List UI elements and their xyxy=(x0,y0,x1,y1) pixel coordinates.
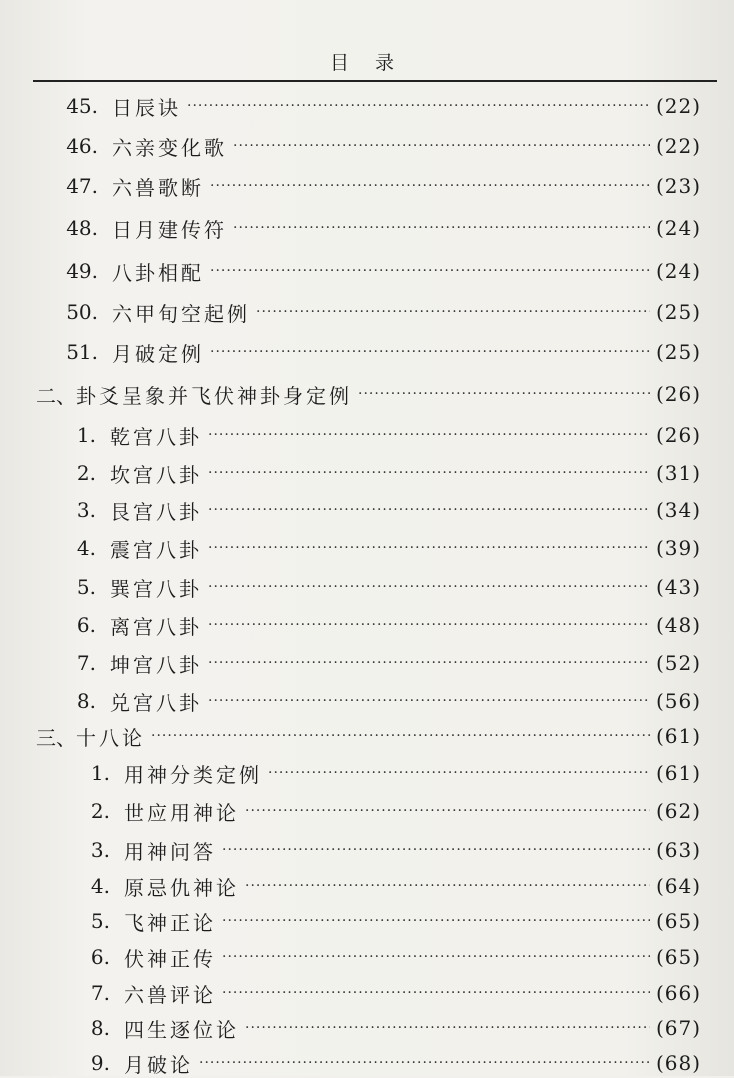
entry-number: 8. xyxy=(90,1016,110,1040)
entry-number: 47. xyxy=(66,174,98,198)
entry-number: 4. xyxy=(90,874,110,898)
entry-number: 5. xyxy=(90,909,110,933)
entry-number: 7. xyxy=(90,981,110,1005)
toc-entry xyxy=(0,256,734,286)
entry-title: 卦爻呈象并飞伏神卦身定例 xyxy=(76,383,352,408)
dot-leader xyxy=(210,263,650,279)
entry-title: 六甲旬空起例 xyxy=(112,301,250,326)
toc-entry xyxy=(0,297,734,327)
entry-title: 乾宫八卦 xyxy=(110,424,202,449)
toc-entry xyxy=(0,871,734,901)
dot-leader xyxy=(208,579,650,595)
entry-page-number: (61) xyxy=(656,761,702,785)
dot-leader xyxy=(208,617,650,633)
entry-number: 50. xyxy=(66,300,98,324)
dot-leader xyxy=(245,803,650,819)
toc-entry xyxy=(0,1048,734,1078)
dot-leader xyxy=(222,842,650,858)
entry-page-number: (24) xyxy=(656,259,702,283)
dot-leader xyxy=(210,178,650,194)
entry-page-number: (26) xyxy=(656,423,702,447)
entry-page-number: (61) xyxy=(656,724,702,748)
dot-leader xyxy=(233,138,650,154)
page-header: 目 录 xyxy=(329,52,405,74)
entry-page-number: (31) xyxy=(656,461,702,485)
entry-number: 三、 xyxy=(36,725,76,750)
toc-entry xyxy=(0,379,734,409)
toc-entry xyxy=(0,131,734,161)
entry-title: 世应用神论 xyxy=(124,800,239,825)
entry-number: 2. xyxy=(76,461,96,485)
dot-leader xyxy=(199,1055,650,1071)
toc-entry xyxy=(0,610,734,640)
dot-leader xyxy=(245,1020,650,1036)
entry-number: 46. xyxy=(66,134,98,158)
entry-number: 1. xyxy=(90,761,110,785)
entry-title: 月破定例 xyxy=(112,341,204,366)
entry-title: 月破论 xyxy=(124,1052,193,1077)
entry-page-number: (39) xyxy=(656,536,702,560)
dot-leader xyxy=(358,386,650,402)
entry-page-number: (63) xyxy=(656,838,702,862)
entry-title: 坎宫八卦 xyxy=(110,462,202,487)
toc-entry xyxy=(0,213,734,243)
toc-entry xyxy=(0,458,734,488)
toc-entry xyxy=(0,648,734,678)
entry-title: 伏神正传 xyxy=(124,946,216,971)
dot-leader xyxy=(208,502,650,518)
header-rule xyxy=(33,80,717,82)
entry-page-number: (62) xyxy=(656,799,702,823)
entry-number: 6. xyxy=(76,613,96,637)
dot-leader xyxy=(208,465,650,481)
dot-leader xyxy=(268,765,650,781)
entry-page-number: (64) xyxy=(656,874,702,898)
entry-number: 6. xyxy=(90,945,110,969)
entry-title: 坤宫八卦 xyxy=(110,652,202,677)
toc-entry xyxy=(0,835,734,865)
dot-leader xyxy=(210,344,650,360)
toc-entry xyxy=(0,1013,734,1043)
entry-title: 六亲变化歌 xyxy=(112,135,227,160)
entry-title: 四生逐位论 xyxy=(124,1017,239,1042)
entry-page-number: (67) xyxy=(656,1016,702,1040)
entry-page-number: (68) xyxy=(656,1051,702,1075)
toc-entry xyxy=(0,978,734,1008)
entry-page-number: (25) xyxy=(656,300,702,324)
entry-page-number: (26) xyxy=(656,382,702,406)
entry-number: 4. xyxy=(76,536,96,560)
toc-entry xyxy=(0,495,734,525)
entry-title: 巽宫八卦 xyxy=(110,576,202,601)
entry-number: 2. xyxy=(90,799,110,823)
toc-entry xyxy=(0,906,734,936)
entry-page-number: (23) xyxy=(656,174,702,198)
entry-title: 艮宫八卦 xyxy=(110,499,202,524)
toc-entry xyxy=(0,942,734,972)
entry-number: 49. xyxy=(66,259,98,283)
dot-leader xyxy=(208,693,650,709)
entry-title: 震宫八卦 xyxy=(110,537,202,562)
entry-number: 9. xyxy=(90,1051,110,1075)
dot-leader xyxy=(222,985,650,1001)
entry-number: 48. xyxy=(66,216,98,240)
toc-entry xyxy=(0,91,734,121)
entry-page-number: (43) xyxy=(656,575,702,599)
dot-leader xyxy=(151,728,650,744)
toc-entry xyxy=(0,533,734,563)
entry-title: 六兽评论 xyxy=(124,982,216,1007)
toc-entry xyxy=(0,420,734,450)
entry-page-number: (52) xyxy=(656,651,702,675)
entry-page-number: (56) xyxy=(656,689,702,713)
dot-leader xyxy=(208,540,650,556)
entry-title: 用神问答 xyxy=(124,839,216,864)
toc-entry xyxy=(0,796,734,826)
entry-number: 1. xyxy=(76,423,96,447)
entry-number: 二、 xyxy=(36,383,76,408)
entry-title: 六兽歌断 xyxy=(112,175,204,200)
toc-entry xyxy=(0,758,734,788)
entry-title: 离宫八卦 xyxy=(110,614,202,639)
entry-page-number: (65) xyxy=(656,945,702,969)
dot-leader xyxy=(222,949,650,965)
dot-leader xyxy=(233,220,650,236)
entry-page-number: (48) xyxy=(656,613,702,637)
toc-entry xyxy=(0,721,734,751)
entry-number: 51. xyxy=(66,340,98,364)
entry-title: 日辰诀 xyxy=(112,95,181,120)
entry-page-number: (65) xyxy=(656,909,702,933)
entry-number: 8. xyxy=(76,689,96,713)
entry-number: 7. xyxy=(76,651,96,675)
toc-entry xyxy=(0,572,734,602)
entry-number: 3. xyxy=(76,498,96,522)
entry-number: 5. xyxy=(76,575,96,599)
entry-title: 兑宫八卦 xyxy=(110,690,202,715)
entry-number: 3. xyxy=(90,838,110,862)
entry-title: 十八论 xyxy=(76,725,145,750)
entry-page-number: (24) xyxy=(656,216,702,240)
toc-entry xyxy=(0,337,734,367)
entry-title: 原忌仇神论 xyxy=(124,875,239,900)
entry-title: 日月建传符 xyxy=(112,217,227,242)
dot-leader xyxy=(245,878,650,894)
entry-title: 飞神正论 xyxy=(124,910,216,935)
dot-leader xyxy=(187,98,650,114)
entry-number: 45. xyxy=(66,94,98,118)
entry-page-number: (22) xyxy=(656,134,702,158)
dot-leader xyxy=(208,427,650,443)
entry-title: 用神分类定例 xyxy=(124,762,262,787)
toc-entry xyxy=(0,171,734,201)
entry-title: 八卦相配 xyxy=(112,260,204,285)
dot-leader xyxy=(256,304,650,320)
entry-page-number: (66) xyxy=(656,981,702,1005)
toc-entry xyxy=(0,686,734,716)
entry-page-number: (22) xyxy=(656,94,702,118)
dot-leader xyxy=(208,655,650,671)
dot-leader xyxy=(222,913,650,929)
entry-page-number: (25) xyxy=(656,340,702,364)
entry-page-number: (34) xyxy=(656,498,702,522)
